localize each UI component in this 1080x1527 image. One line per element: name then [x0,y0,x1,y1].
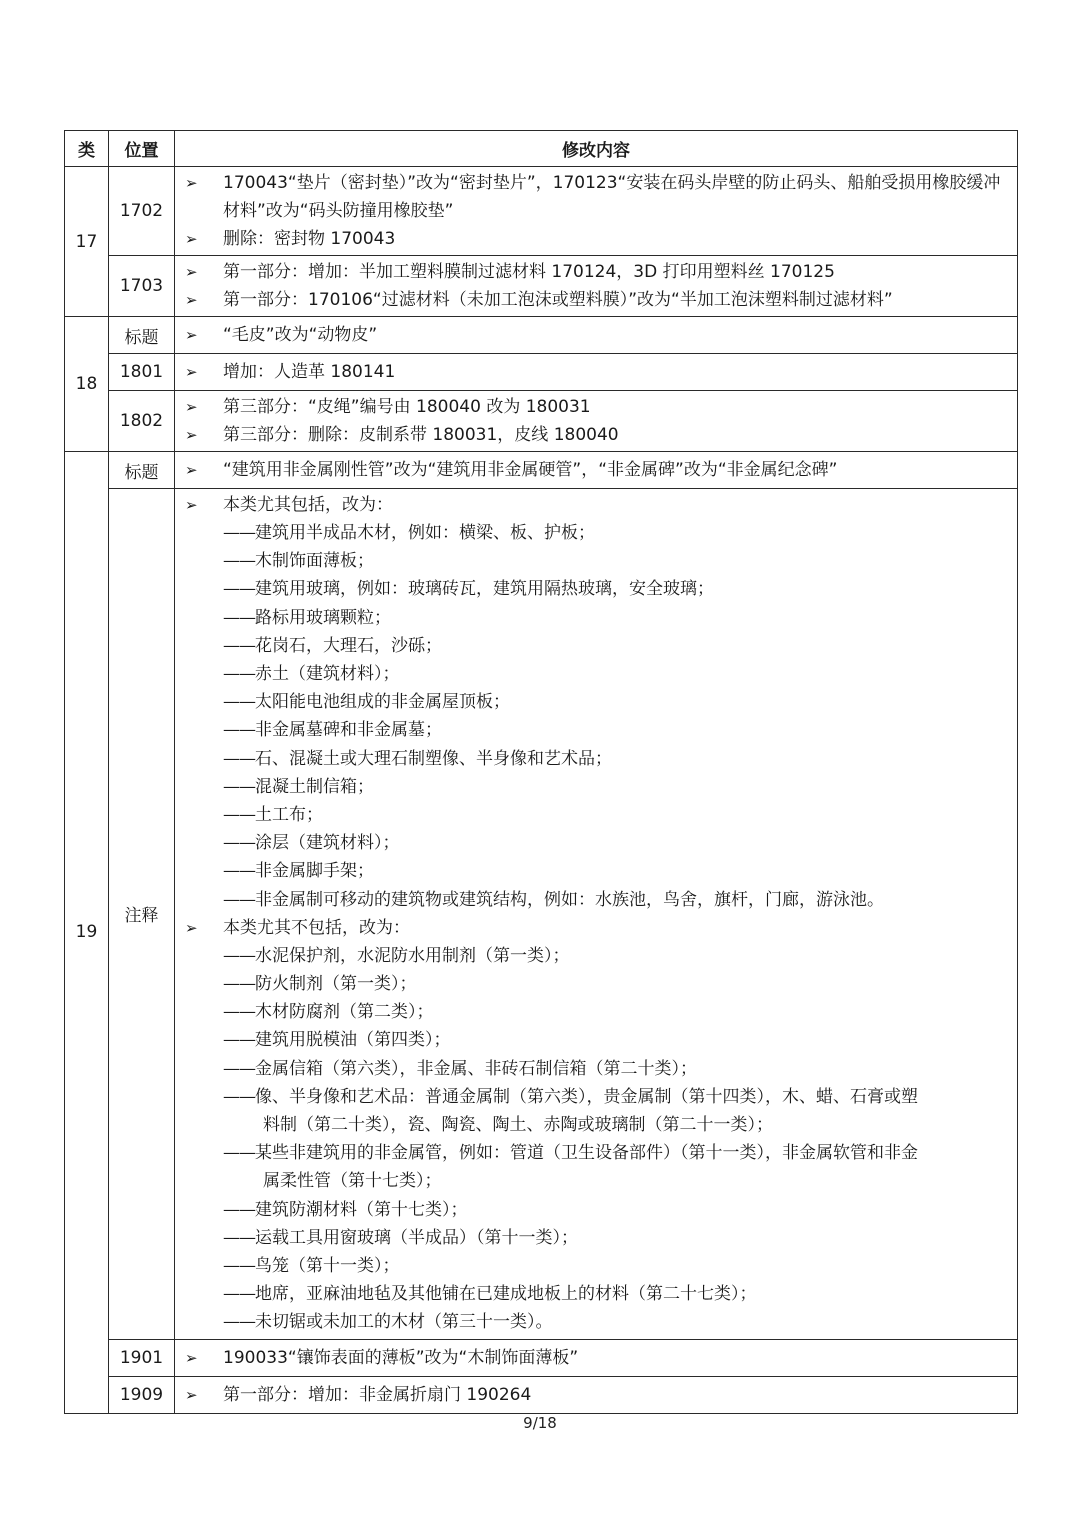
dash-marker: —— [223,974,255,995]
class-cell: 17 [65,167,109,317]
sub-list-text: 涂层（建筑材料）； [255,833,400,854]
table-row [65,1339,1018,1376]
sub-list-text: 木制饰面薄板； [255,551,374,572]
dash-marker: —— [223,1058,255,1079]
dash-marker: —— [223,635,255,656]
table-row [65,452,1018,489]
dash-marker: —— [223,1256,255,1277]
sub-list-item [185,773,1009,801]
list-item: ➢ 第三部分：“皮绳”编号由 180040 改为 180031 [185,393,1009,421]
sub-list-text: 建筑用半成品木材，例如：横梁、板、护板； [255,523,595,543]
dash-marker: —— [223,1143,255,1164]
sub-list-item [185,745,1009,773]
sub-list-continuation: 料制（第二十类），瓷、陶瓷、陶土、赤陶或玻璃制（第二十一类）； [263,1115,773,1136]
dash-marker: —— [223,523,255,543]
sub-list-text: 水泥保护剂，水泥防水用制剂（第一类）； [255,945,570,966]
position-cell: 1703 [109,256,175,317]
dash-marker: —— [223,889,255,910]
content-cell [175,391,1018,452]
sub-list-item [185,829,1009,857]
exclude-list [185,942,1009,1337]
table-header-row [65,131,1018,167]
table-row [65,489,1018,1340]
content-cell [175,167,1018,256]
page-number: 9/18 [523,1414,557,1432]
sub-list-item [185,1224,1009,1252]
dash-marker: —— [223,1284,255,1305]
sub-list-item [185,1083,1009,1111]
arrow-bullet-icon: ➢ [185,496,198,514]
table-row [65,391,1018,452]
dash-marker: —— [223,945,255,966]
header-position: 位置 [109,131,175,167]
position-cell: 1801 [109,354,175,391]
sub-list-text: 防火制剂（第一类）； [255,974,417,995]
sub-list-item [185,942,1009,970]
sub-list-text: 鸟笼（第十一类）； [255,1256,400,1277]
dash-marker: —— [223,1199,255,1220]
dash-marker: —— [223,805,255,826]
sub-list-text: 建筑用脱模油（第四类）； [255,1030,451,1051]
sub-list-text: 土工布； [255,805,323,826]
content-cell [175,1376,1018,1413]
dash-marker: —— [223,692,255,713]
content-cell [175,489,1018,1340]
list-item: ➢ 第三部分：删除：皮制系带 180031，皮线 180040 [185,421,1009,449]
include-list [185,519,1009,914]
dash-marker: —— [223,551,255,572]
arrow-bullet-icon: ➢ [185,426,198,444]
dash-marker: —— [223,861,255,882]
list-item: ➢ 删除：密封物 170043 [185,225,1009,253]
amendment-table [64,130,1018,1414]
dash-marker: —— [223,833,255,854]
list-item: ➢ 本类尤其不包括，改为： [185,914,1009,942]
list-item: ➢ “毛皮”改为“动物皮” [185,321,1009,349]
table-row [65,1376,1018,1413]
content-cell [175,452,1018,489]
table-row [65,256,1018,317]
sub-list-item [185,1280,1009,1308]
list-item: ➢ 增加：人造革 180141 [185,358,1009,386]
arrow-bullet-icon: ➢ [185,326,198,344]
arrow-bullet-icon: ➢ [185,398,198,416]
sub-list-item [185,547,1009,575]
table-row [65,317,1018,354]
position-cell: 注释 [109,489,175,1340]
arrow-bullet-icon: ➢ [185,230,198,248]
sub-list-text: 石、混凝土或大理石制塑像、半身像和艺术品； [255,748,612,769]
sub-list-item [185,632,1009,660]
sub-list-item [185,1196,1009,1224]
sub-list-item [185,688,1009,716]
sub-list-continuation: 属柔性管（第十七类）； [263,1171,442,1192]
dash-marker: —— [223,1312,255,1333]
sub-list-item [185,1055,1009,1083]
content-cell [175,354,1018,391]
position-cell: 1909 [109,1376,175,1413]
sub-list-text: 某些非建筑用的非金属管，例如：管道（卫生设备部件）（第十一类），非金属软管和非金 [255,1143,918,1164]
dash-marker: —— [223,1227,255,1248]
arrow-bullet-icon: ➢ [185,263,198,281]
list-item: ➢ 第一部分：增加：半加工塑料膜制过滤材料 170124，3D 打印用塑料丝 170125 [185,258,1009,286]
header-class: 类 [65,131,109,167]
sub-list-text: 花岗石，大理石，沙砾； [255,635,442,656]
dash-marker: —— [223,1086,255,1107]
sub-list-text: 未切锯或未加工的木材（第三十一类）。 [255,1312,553,1333]
sub-list-text: 非金属墓碑和非金属墓； [255,720,442,741]
arrow-bullet-icon: ➢ [185,291,198,309]
sub-list-item [185,604,1009,632]
sub-list-item [185,970,1009,998]
position-cell: 标题 [109,317,175,354]
list-item: ➢ 第一部分：170106“过滤材料（未加工泡沫或塑料膜）”改为“半加工泡沫塑料制过滤材料” [185,286,1009,314]
sub-list-text: 混凝土制信箱； [255,776,374,797]
sub-list-item [185,1308,1009,1336]
sub-list-text: 路标用玻璃颗粒； [255,607,391,628]
sub-list-text: 赤土（建筑材料）； [255,664,400,685]
position-cell: 1802 [109,391,175,452]
content-cell [175,1339,1018,1376]
sub-list-item [185,660,1009,688]
sub-list-text: 金属信箱（第六类），非金属、非砖石制信箱（第二十类）； [255,1058,697,1079]
sub-list-item [185,1026,1009,1054]
dash-marker: —— [223,1002,255,1023]
position-cell: 1901 [109,1339,175,1376]
arrow-bullet-icon: ➢ [185,363,198,381]
header-content: 修改内容 [175,131,1018,167]
table-row [65,167,1018,256]
sub-list-item [185,716,1009,744]
position-cell: 1702 [109,167,175,256]
sub-list-item [185,575,1009,603]
arrow-bullet-icon: ➢ [185,174,198,192]
sub-list-text: 太阳能电池组成的非金属屋顶板； [255,692,510,713]
position-cell: 标题 [109,452,175,489]
arrow-bullet-icon: ➢ [185,461,198,479]
class-cell: 19 [65,452,109,1414]
sub-list-text: 像、半身像和艺术品：普通金属制（第六类），贵金属制（第十四类），木、蜡、石膏或塑 [255,1086,918,1107]
sub-list-item [185,998,1009,1026]
sub-list-text: 地席，亚麻油地毡及其他铺在已建成地板上的材料（第二十七类）； [255,1284,757,1305]
dash-marker: —— [223,748,255,769]
arrow-bullet-icon: ➢ [185,1385,198,1404]
list-item: ➢ 170043“垫片（密封垫）”改为“密封垫片”，170123“安装在码头岸壁的防止码头、船舶受损用橡胶缓冲材料”改为“码头防撞用橡胶垫” [185,169,1009,225]
dash-marker: —— [223,579,255,600]
sub-list-text: 建筑用玻璃，例如：玻璃砖瓦，建筑用隔热玻璃，安全玻璃； [255,579,714,600]
sub-list-item [185,519,1009,547]
arrow-bullet-icon: ➢ [185,918,198,937]
sub-list-item [185,857,1009,885]
content-cell [175,256,1018,317]
class-cell: 18 [65,317,109,452]
dash-marker: —— [223,664,255,685]
sub-list-text: 运载工具用窗玻璃（半成品）（第十一类）； [255,1227,578,1248]
table-row [65,354,1018,391]
list-item: ➢ 190033“镶饰表面的薄板”改为“木制饰面薄板” [185,1344,1009,1372]
sub-list-item [185,801,1009,829]
sub-list-text: 非金属制可移动的建筑物或建筑结构，例如：水族池，鸟舍，旗杆，门廊，游泳池。 [255,889,884,910]
dash-marker: —— [223,776,255,797]
list-item: ➢ 第一部分：增加：非金属折扇门 190264 [185,1381,1009,1409]
sub-list-text: 建筑防潮材料（第十七类）； [255,1199,468,1220]
list-item: ➢ “建筑用非金属刚性管”改为“建筑用非金属硬管”，“非金属碑”改为“非金属纪念碑” [185,456,1009,484]
sub-list-item [185,886,1009,914]
dash-marker: —— [223,720,255,741]
arrow-bullet-icon: ➢ [185,1348,198,1367]
sub-list-item [185,1252,1009,1280]
content-cell [175,317,1018,354]
sub-list-item [185,1139,1009,1167]
sub-list-text: 木材防腐剂（第二类）； [255,1002,434,1023]
list-item: ➢ 本类尤其包括，改为： [185,491,1009,519]
sub-list-text: 非金属脚手架； [255,861,374,882]
dash-marker: —— [223,1030,255,1051]
dash-marker: —— [223,607,255,628]
